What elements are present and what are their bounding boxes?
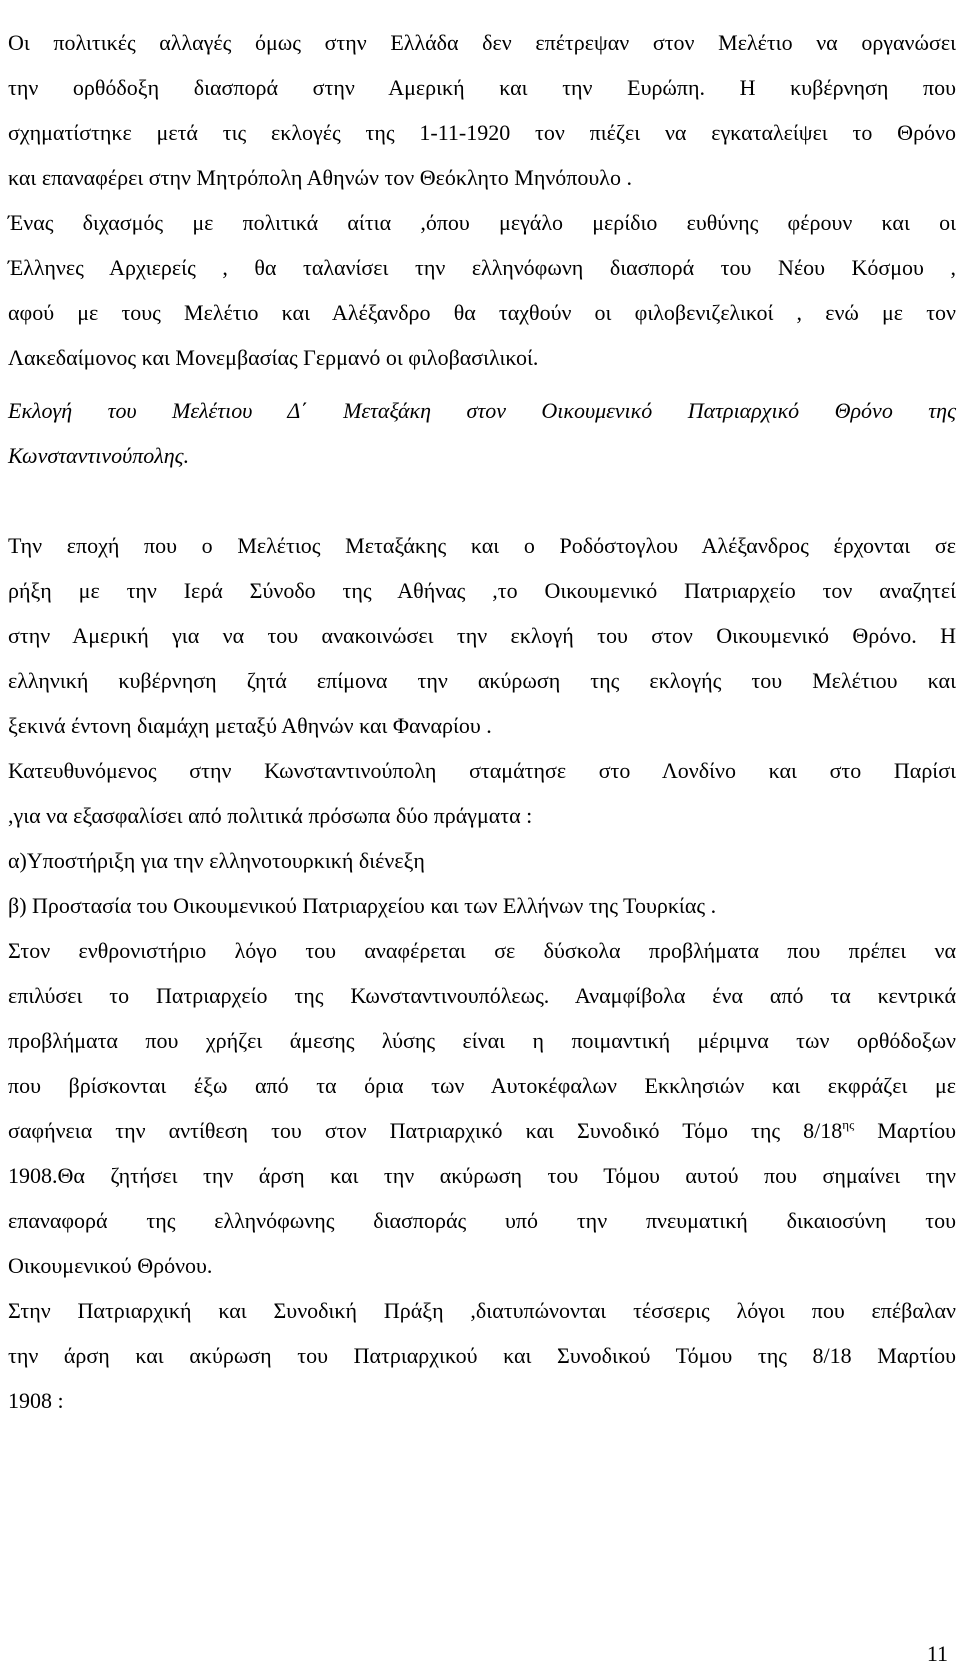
text-line: Στην Πατριαρχική και Συνοδική Πράξη ,διατυπώνονται τέσσερις λόγοι που επέβαλαν	[8, 1298, 956, 1323]
text-line: Ένας διχασμός με πολιτικά αίτια ,όπου μεγάλο μερίδιο ευθύνης φέρουν και οι	[8, 210, 956, 235]
text-line: την άρση και ακύρωση του Πατριαρχικού και Συνοδικού Τόμου της 8/18 Μαρτίου	[8, 1343, 956, 1368]
text-line: Κατευθυνόμενος στην Κωνσταντινούπολη σταμάτησε στο Λονδίνο και στο Παρίσι	[8, 758, 956, 783]
text-line: ρήξη με την Ιερά Σύνοδο της Αθήνας ,το Οικουμενικό Πατριαρχείο τον αναζητεί	[8, 578, 956, 603]
text-line: Λακεδαίμονος και Μονεμβασίας Γερμανό οι φιλοβασιλικοί.	[8, 345, 539, 370]
page-number: 11	[926, 1641, 948, 1666]
paragraph-tomos	[8, 1153, 956, 1423]
heading-line: Κωνσταντινούπολης.	[8, 443, 190, 468]
text-line: ,για να εξασφαλίσει από πολιτικά πρόσωπα δύο πράγματα :	[8, 803, 533, 828]
text-line: α)Υποστήριξη για την ελληνοτουρκική διένεξη	[8, 848, 425, 873]
text-line: Οι πολιτικές αλλαγές όμως στην Ελλάδα δεν επέτρεψαν στον Μελέτιο να οργανώσει	[8, 30, 956, 55]
text-line: που βρίσκονται έξω από τα όρια των Αυτοκέφαλων Εκκλησιών και εκφράζει με	[8, 1073, 956, 1098]
text-line: σχηματίστηκε μετά τις εκλογές της 1-11-1920 τον πιέζει να εγκαταλείψει το Θρόνο	[8, 120, 956, 145]
text-line: επιλύσει το Πατριαρχείο της Κωνσταντινουπόλεως. Αναμφίβολα ένα από τα κεντρικά	[8, 983, 956, 1008]
text-line: Οικουμενικού Θρόνου.	[8, 1253, 213, 1278]
tomos-text-after: Μαρτίου	[854, 1118, 957, 1143]
text-line: Έλληνες Αρχιερείς , θα ταλανίσει την ελληνόφωνη διασπορά του Νέου Κόσμου ,	[8, 255, 956, 280]
text-line: στην Αμερική για να του ανακοινώσει την εκλογή του στον Οικουμενικό Θρόνο. Η	[8, 623, 956, 648]
text-line: επαναφορά της ελληνόφωνης διασποράς υπό την πνευματική δικαιοσύνη του	[8, 1208, 956, 1233]
text-line: και επαναφέρει στην Μητρόπολη Αθηνών τον Θεόκλητο Μηνόπουλο .	[8, 165, 632, 190]
heading-line: Εκλογή του Μελέτιου Δ΄ Μεταξάκη στον Οικουμενικό Πατριαρχικό Θρόνο της	[8, 398, 956, 423]
text-line-with-superscript	[8, 1108, 956, 1153]
text-line: ξεκινά έντονη διαμάχη μεταξύ Αθηνών και Φαναρίου .	[8, 713, 492, 738]
ordinal-superscript: ης	[842, 1117, 855, 1132]
text-line: 1908.Θα ζητήσει την άρση και την ακύρωση του Τόμου αυτού που σημαίνει την	[8, 1163, 956, 1188]
text-line: την ορθόδοξη διασπορά στην Αμερική και την Ευρώπη. Η κυβέρνηση που	[8, 75, 956, 100]
text-line: 1908 :	[8, 1388, 64, 1413]
text-line: Την εποχή που ο Μελέτιος Μεταξάκης και ο Ροδόστογλου Αλέξανδρος έρχονται σε	[8, 533, 956, 558]
section-heading	[8, 388, 956, 478]
tomos-text-before: σαφήνεια την αντίθεση του στον Πατριαρχικό και Συνοδικό Τόμο της 8/18	[8, 1118, 843, 1143]
text-line: αφού με τους Μελέτιο και Αλέξανδρο θα ταχθούν οι φιλοβενιζελικοί , ενώ με τον	[8, 300, 956, 325]
paragraph-election	[8, 523, 956, 1153]
text-line: ελληνική κυβέρνηση ζητά επίμονα την ακύρωση της εκλογής του Μελέτιου και	[8, 668, 956, 693]
text-line: προβλήματα που χρήζει άμεσης λύσης είναι η ποιμαντική μέριμνα των ορθόδοξων	[8, 1028, 956, 1053]
paragraph-political-changes	[8, 20, 956, 380]
text-line: β) Προστασία του Οικουμενικού Πατριαρχείου και των Ελλήνων της Τουρκίας .	[8, 893, 717, 918]
text-line: Στον ενθρονιστήριο λόγο του αναφέρεται σε δύσκολα προβλήματα που πρέπει να	[8, 938, 956, 963]
